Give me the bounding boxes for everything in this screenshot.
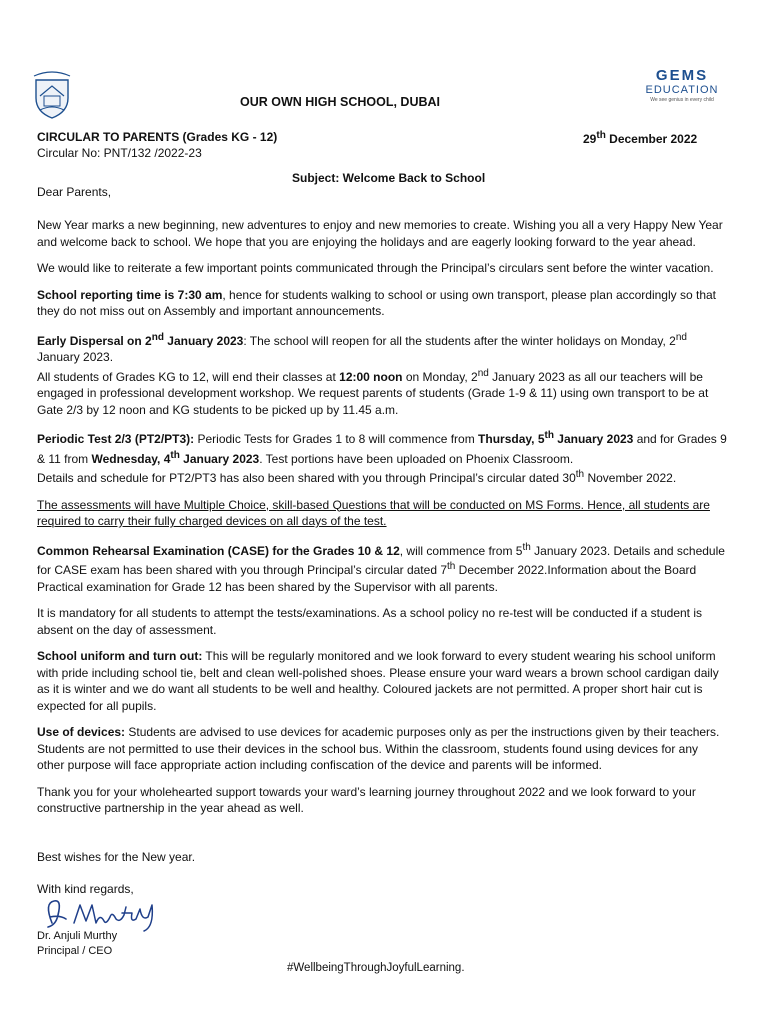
kind-regards: With kind regards,	[37, 882, 134, 896]
circular-number: Circular No: PNT/132 /2022-23	[37, 146, 202, 160]
paragraph-reiterate: We would like to reiterate a few important points communicated through the Principal’s circulars sent before the winter vacation.	[37, 261, 714, 275]
circular-title: CIRCULAR TO PARENTS (Grades KG - 12)	[37, 130, 278, 144]
closing-block	[37, 849, 195, 897]
best-wishes: Best wishes for the New year.	[37, 850, 196, 864]
signer-block	[37, 929, 117, 959]
paragraph-class-end: All students of Grades KG to 12, will end their classes at 12:00 noon on Monday, 2nd January 2023 as all our teachers will be engaged in professional development workshop. We request parents of students (Grade 1-9 & 11) using own transport to be at Gate 2/3 by 12 noon and KG students to be picked up by 11.45 a.m.	[37, 367, 709, 417]
paragraph-early-dispersal: Early Dispersal on 2nd January 2023: The school will reopen for all the students after the winter holidays on Monday, 2nd January 2023.	[37, 331, 687, 364]
circular-date: 29th December 2022	[583, 130, 698, 146]
paragraph-assessments: The assessments will have Multiple Choice, skill-based Questions that will be conducted on MS Forms. Hence, all students are required to carry their fully charged devices on all days of the test.	[37, 497, 710, 528]
signer-title: Principal / CEO	[37, 945, 113, 957]
brand-tagline: We see genius in every child	[650, 97, 714, 103]
gems-education-logo	[632, 68, 732, 108]
subject-line: Subject: Welcome Back to School	[292, 171, 486, 185]
paragraph-intro: New Year marks a new beginning, new adventures to enjoy and new memories to create. Wishing you all a very Happy New Year and welcome back to school. We hope that you are enjoying the holidays and are eagerly looking forward to the year ahead.	[37, 218, 723, 249]
signature	[40, 893, 175, 933]
school-name: OUR OWN HIGH SCHOOL, DUBAI	[240, 95, 440, 109]
letter-body	[37, 217, 727, 827]
salutation: Dear Parents,	[37, 185, 112, 199]
paragraph-mandatory: It is mandatory for all students to attempt the tests/examinations. As a school policy no re-test will be conducted if a student is absent on the day of assessment.	[37, 606, 703, 637]
paragraph-thanks: Thank you for your wholehearted support towards your ward’s learning journey throughout 2022 and we look forward to your constructive partnership in the year ahead as well.	[37, 784, 696, 815]
paragraph-case-exam: Common Rehearsal Examination (CASE) for the Grades 10 & 12, will commence from 5th January 2023. Details and schedule for CASE exam has been shared with you through Principal’s circular dated 7th December 2022.Information about the Board Practical examination for Grade 12 has been shared by the Supervisor with all parents.	[37, 541, 725, 594]
signer-name: Dr. Anjuli Murthy	[37, 930, 118, 942]
paragraph-devices: Use of devices: Students are advised to use devices for academic purposes only as per the instructions given by their teachers. Students are not permitted to use their devices in the school bus. Within the classroom, students found using devices for any other purpose will face appropriate action including confiscation of the device and parents will be informed.	[37, 725, 720, 772]
hashtag-footer: #WellbeingThroughJoyfulLearning.	[287, 962, 465, 974]
brand-top: GEMS	[655, 67, 709, 84]
brand-bottom: EDUCATION	[645, 84, 719, 96]
school-crest-logo	[28, 66, 76, 122]
paragraph-periodic-test: Periodic Test 2/3 (PT2/PT3): Periodic Tests for Grades 1 to 8 will commence from Thursday, 5th January 2023 and for Grades 9 & 11 from Wednesday, 4th January 2023. Test portions have been uploaded on Phoenix Classroom. Details and schedule for PT2/PT3 has also been shared with you through Principal’s circular dated 30th November 2022.	[37, 430, 727, 485]
paragraph-uniform: School uniform and turn out: This will be regularly monitored and we look forward to every student wearing his school uniform with pride including school tie, belt and clean well-polished shoes. Please ensure your ward wears a brown school cardigan daily as it is winter and we do want all students to be well and healthy. Coloured jackets are not permitted. A proper short hair cut is expected for all pupils.	[37, 649, 719, 713]
paragraph-reporting-time: School reporting time is 7:30 am, hence for students walking to school or using own transport, please plan accordingly so that they do not miss out on Assembly and important announcements.	[37, 287, 717, 318]
